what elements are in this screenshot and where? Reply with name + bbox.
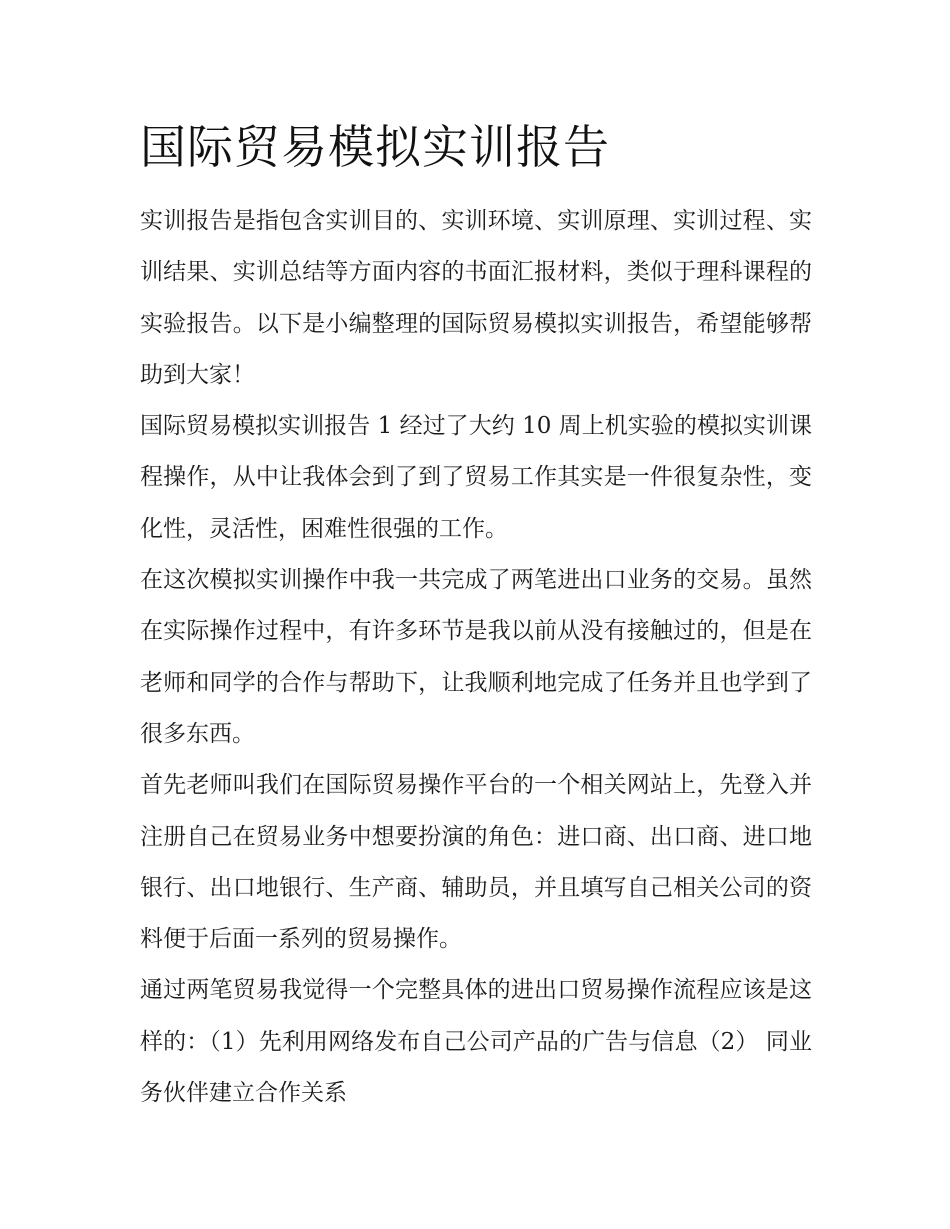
document-title: 国际贸易模拟实训报告	[140, 120, 610, 174]
paragraph-intro: 实训报告是指包含实训目的、实训环境、实训原理、实训过程、实训结果、实训总结等方面内容的书面汇报材料，类似于理科课程的实验报告。以下是小编整理的国际贸易模拟实训报告，希望能够帮助到大家！	[140, 208, 812, 388]
document-body	[140, 196, 812, 1119]
paragraph-process: 通过两笔贸易我觉得一个完整具体的进出口贸易操作流程应该是这样的：（1）先利用网络发布自己公司产品的广告与信息（2） 同业务伙伴建立合作关系	[140, 977, 812, 1107]
paragraph-report-1: 国际贸易模拟实训报告 1 经过了大约 10 周上机实验的模拟实训课程操作，从中让我体会到了到了贸易工作其实是一件很复杂性，变化性，灵活性，困难性很强的工作。	[140, 413, 812, 542]
document-page	[140, 112, 812, 1119]
paragraph-transactions: 在这次模拟实训操作中我一共完成了两笔进出口业务的交易。虽然在实际操作过程中，有许多环节是我以前从没有接触过的，但是在老师和同学的合作与帮助下，让我顺利地完成了任务并且也学到了很多东西。	[140, 567, 812, 747]
paragraph-registration: 首先老师叫我们在国际贸易操作平台的一个相关网站上，先登入并注册自己在贸易业务中想要扮演的角色：进口商、出口商、进口地银行、出口地银行、生产商、辅助员，并且填写自己相关公司的资料便于后面一系列的贸易操作。	[140, 772, 812, 953]
